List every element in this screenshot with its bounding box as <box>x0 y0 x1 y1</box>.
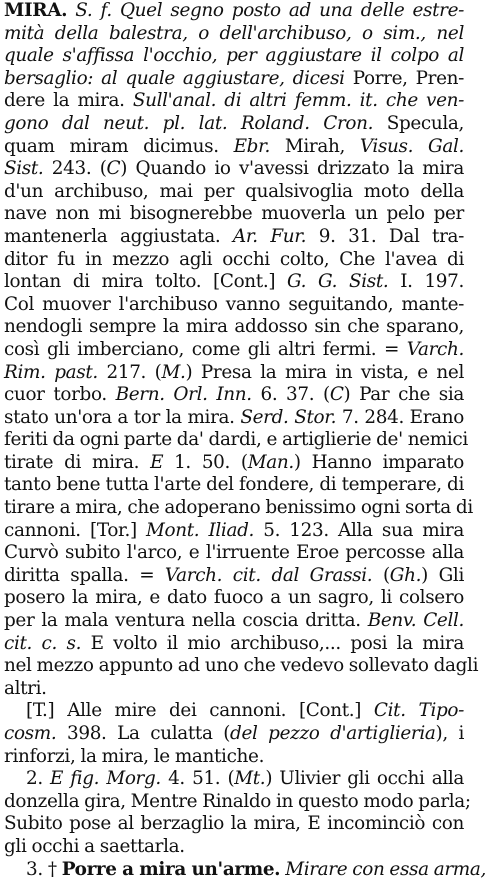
text-segment: C <box>106 158 121 180</box>
text-line <box>4 136 464 159</box>
text-segment: Bern. Orl. Inn. <box>115 384 252 406</box>
text-line <box>4 723 464 746</box>
text-segment: nel mezzo appunto ad uno che vedevo sollevato dagli <box>4 655 479 677</box>
text-segment: ), i <box>435 723 465 744</box>
text-line <box>4 158 464 181</box>
text-segment: 9. 31. Dal tra- <box>306 225 465 247</box>
text-segment: gli occhi a saettarla. <box>4 835 185 857</box>
text-segment: Rim. past. <box>4 361 98 383</box>
text-segment: gono dal neut. pl. lat. Roland. Cron. <box>4 112 374 134</box>
text-segment: Porre a mira un'arme. <box>61 858 281 880</box>
text-segment: Gh. <box>389 564 422 586</box>
text-segment: E volto il mio archibuso,... posi la mira <box>81 632 464 654</box>
text-segment: dere la mira. <box>4 90 133 112</box>
text-line <box>4 181 464 204</box>
text-line <box>4 497 473 520</box>
text-segment: ) Par che sia <box>343 384 465 406</box>
text-line <box>4 316 464 339</box>
text-line <box>4 113 464 136</box>
text-segment: 398. La culatta ( <box>56 723 231 744</box>
dictionary-page <box>4 0 486 881</box>
text-segment: Mirah, <box>270 135 360 157</box>
text-line <box>4 226 464 249</box>
section-3-porre-a-mira <box>4 858 486 881</box>
text-segment: [T.] Alle mire dei cannoni. [Cont.] <box>26 700 374 722</box>
text-segment: Subito pose al berzaglio la mira, E incominciò con <box>4 813 464 835</box>
text-line <box>4 474 464 497</box>
text-segment: cannoni. [Tor.] <box>4 519 147 541</box>
text-segment: Ebr. <box>233 135 271 157</box>
text-segment: ) Quando io v'avessi drizzato la mira <box>120 158 464 180</box>
text-segment: mantenerla aggiustata. <box>4 225 233 247</box>
text-line <box>4 700 464 723</box>
text-line <box>4 565 464 588</box>
text-line <box>4 678 464 701</box>
section-tommaseo-note <box>4 700 464 768</box>
text-segment: 1. 50. ( <box>163 451 248 473</box>
text-segment: Porre, Pren- <box>344 67 464 89</box>
text-segment: Visus. Gal. <box>359 135 464 157</box>
text-line <box>4 0 464 23</box>
headword: MIRA. <box>4 0 68 21</box>
text-segment: E fig. Morg. <box>50 768 161 790</box>
text-line <box>4 407 464 430</box>
text-segment: Serd. Stor. <box>240 406 337 428</box>
text-segment: Col muover l'archibuso vanno seguitando, mante- <box>4 293 464 315</box>
text-segment: per la mala ventura nella coscia dritta. <box>4 610 368 632</box>
text-segment: tirate di mira. <box>4 451 151 473</box>
text-segment: Mt. <box>234 768 266 790</box>
text-line <box>4 655 479 678</box>
text-line <box>4 271 464 294</box>
text-segment: altri. <box>4 677 47 699</box>
text-segment: M. <box>161 361 186 383</box>
text-segment: 217. ( <box>97 361 162 383</box>
text-segment: ditor fu in mezzo agli occhi colto, Che l'avea di <box>4 248 464 270</box>
text-line <box>4 836 464 859</box>
text-line <box>4 452 464 475</box>
text-segment: Mont. Iliad. <box>146 519 254 541</box>
text-segment: Curvò subito l'arco, e l'irruente Eroe percosse alla <box>4 542 464 564</box>
text-segment: del pezzo d'artiglieria <box>230 723 436 744</box>
text-line <box>4 610 464 633</box>
text-segment: diritta spalla. = <box>4 564 165 586</box>
text-segment: feriti da ogni parte da' dardi, e artiglierie de' nemici <box>4 429 468 451</box>
text-segment: lontan di mira tolto. [Cont.] <box>4 271 287 293</box>
text-line <box>4 68 464 91</box>
text-segment: Man. <box>247 451 294 473</box>
section-2-figurative <box>4 768 471 858</box>
text-line <box>4 429 468 452</box>
text-segment: tirare a mira, che adoperano benissimo ogni sorta di <box>4 497 473 519</box>
text-segment: 243. ( <box>43 158 107 180</box>
text-line <box>4 768 464 791</box>
text-segment: cosm. <box>4 723 57 744</box>
text-segment: ( <box>372 564 390 586</box>
text-segment: ) Gli <box>421 564 465 586</box>
text-segment: così gli imberciano, come gli altri fermi. = <box>4 338 407 360</box>
text-segment: posero la mira, e dato fuoco a un sagro, li colsero <box>4 587 464 609</box>
text-line <box>4 203 464 226</box>
text-segment: ) Presa la mira in vista, e nel <box>185 361 464 383</box>
text-line <box>4 339 464 362</box>
text-segment: Cit. Tipo- <box>373 700 464 722</box>
text-line <box>4 294 464 317</box>
text-segment: nendogli sempre la mira addosso sin che sparano, <box>4 316 464 338</box>
text-segment: Sull'anal. di altri femm. it. che ven- <box>132 90 464 112</box>
text-line <box>4 542 464 565</box>
text-segment: quam miram dicimus. <box>4 135 234 157</box>
text-line <box>4 858 486 881</box>
text-segment: Specula, <box>373 112 464 134</box>
text-segment: Mirare con essa arma, <box>280 858 486 880</box>
text-line <box>4 45 464 68</box>
text-segment: 2. <box>26 768 51 790</box>
text-segment: Ar. Fur. <box>232 225 307 247</box>
text-line <box>4 362 464 385</box>
text-line <box>4 587 464 610</box>
text-segment: Varch. cit. dal Grassi. <box>164 564 373 586</box>
text-segment: cit. c. s. <box>4 632 82 654</box>
text-segment: nave non mi bisognerebbe muoverla un pelo per <box>4 203 464 225</box>
text-segment: I. 197. <box>388 271 464 293</box>
text-segment: tanto bene tutta l'arte del fondere, di temperare, di <box>4 474 464 496</box>
text-segment: cuor torbo. <box>4 384 116 406</box>
text-line <box>4 813 464 836</box>
entry-mira <box>4 0 479 700</box>
text-line <box>4 746 464 769</box>
text-segment: donzella gira, Mentre Rinaldo in questo modo parla; <box>4 790 471 812</box>
text-segment: mità della balestra, o dell'archibuso, o sim., nel <box>4 22 464 44</box>
text-line <box>4 384 464 407</box>
text-segment: Benv. Cell. <box>367 610 465 632</box>
text-segment: stato un'ora a tor la mira. <box>4 406 241 428</box>
text-segment: G. G. Sist. <box>286 271 389 293</box>
text-line <box>4 520 464 543</box>
text-segment: ) Hanno imparato <box>293 451 464 473</box>
text-segment: 7. 284. Erano <box>336 406 464 428</box>
text-segment: 5. 123. Alla sua mira <box>254 519 464 541</box>
text-segment: 4. 51. ( <box>160 768 235 790</box>
text-segment: ) Ulivier gli occhi alla <box>265 768 464 790</box>
text-segment: S. f. Quel segno posto ad una delle estre- <box>67 0 464 21</box>
text-segment: C <box>329 384 344 406</box>
text-segment: 6. 37. ( <box>251 384 330 406</box>
text-segment: 3. † <box>26 858 62 880</box>
text-line <box>4 633 464 656</box>
text-line <box>4 23 464 46</box>
text-line <box>4 90 464 113</box>
text-line <box>4 249 464 272</box>
text-segment: bersaglio: al quale aggiustare, dicesi <box>4 67 345 89</box>
text-segment: d'un archibuso, mai per qualsivoglia moto della <box>4 180 464 202</box>
text-segment: E <box>150 451 164 473</box>
text-segment: quale s'affissa l'occhio, per aggiustare il colpo al <box>4 45 464 67</box>
text-line <box>4 790 471 814</box>
text-segment: rinforzi, la mira, le mantiche. <box>4 745 265 767</box>
text-segment: Sist. <box>4 158 44 180</box>
text-segment: Varch. <box>406 338 464 360</box>
